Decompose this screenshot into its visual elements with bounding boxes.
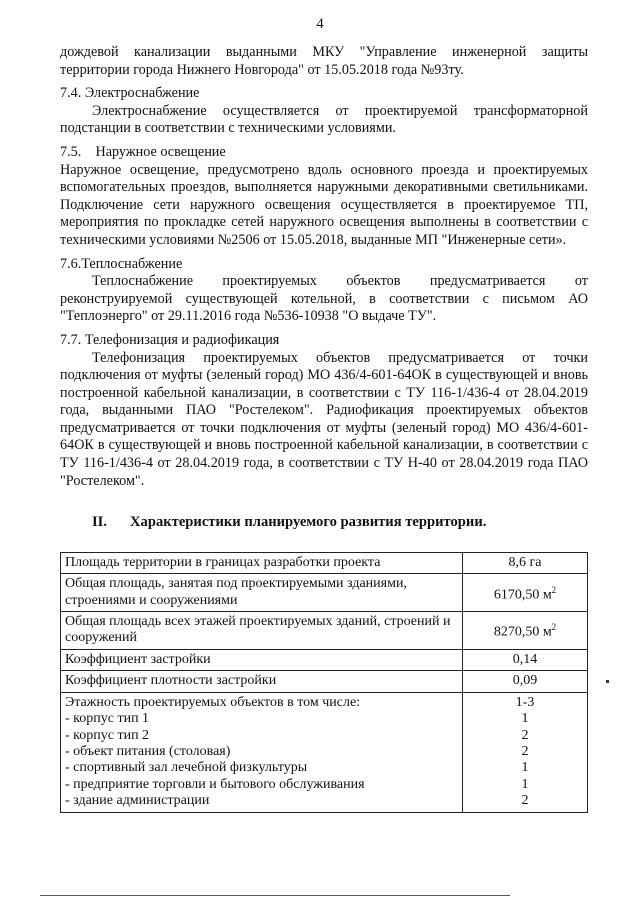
table-cell-label: Общая площадь всех этажей проектируемых зданий, строений и сооружений	[61, 612, 463, 650]
table-cell-label: Этажность проектируемых объектов в том числе:	[61, 692, 463, 711]
document-body	[60, 44, 588, 813]
table-row	[61, 574, 588, 612]
value-number: 6170,50 м	[493, 587, 552, 603]
table-cell-label: - корпус тип 1	[61, 711, 463, 727]
heading-7-5-title: Наружное освещение	[95, 143, 226, 160]
table-cell-label: - спортивный зал лечебной физкультуры	[61, 760, 463, 776]
section-2-heading	[60, 514, 588, 532]
unit-superscript: 2	[551, 584, 557, 595]
scan-speck	[606, 680, 609, 683]
table-cell-value: 1	[463, 777, 588, 793]
table-cell-value	[463, 612, 588, 650]
paragraph-stormwater-continuation: дождевой канализации выданными МКУ "Управление инженерной защиты территории города Нижнего Новгорода" от 15.05.2018 года №93ту.	[60, 44, 588, 78]
section-2-number: II.	[92, 514, 108, 531]
bottom-rule	[40, 895, 510, 896]
table-row-floors-item	[61, 760, 588, 776]
table-cell-value: 2	[463, 793, 588, 812]
heading-7-7: 7.7. Телефонизация и радиофикация	[60, 331, 280, 348]
heading-7-6: 7.6.Теплоснабжение	[60, 255, 183, 272]
paragraph-power-supply: Электроснабжение осуществляется от проектируемой трансформаторной подстанции в соответствии с техническими условиями.	[60, 102, 588, 137]
table-cell-label: - объект питания (столовая)	[61, 744, 463, 760]
table-cell-label: Площадь территории в границах разработки проекта	[61, 552, 463, 573]
table-row-floors-item	[61, 728, 588, 744]
table-cell-value	[463, 574, 588, 612]
unit-superscript: 2	[551, 622, 557, 633]
table-row	[61, 671, 588, 692]
table-cell-value: 0,09	[463, 671, 588, 692]
table-cell-label: - корпус тип 2	[61, 728, 463, 744]
table-cell-label: Коэффициент плотности застройки	[61, 671, 463, 692]
development-characteristics-table	[60, 552, 588, 813]
table-cell-value: 0,14	[463, 649, 588, 670]
paragraph-outdoor-lighting: Наружное освещение, предусмотрено вдоль основного проезда и проектируемых вспомогательных проездов, выполняется наружными декоративными светильниками. Подключение сети наружного освещения осуществляется в проектируемое ТП, мероприятия по прокладке сетей наружного освещения выполнены в соответствии с техническими условиями №2506 от 15.05.2018, выданные МП "Инженерные сети».	[60, 161, 588, 248]
section-2-title: Характеристики планируемого развития территории.	[130, 514, 487, 531]
table-cell-label: - предприятие торговли и бытового обслуживания	[61, 777, 463, 793]
table-cell-value: 2	[463, 744, 588, 760]
page-number: 4	[316, 16, 324, 32]
table-row	[61, 612, 588, 650]
table-row-floors-item	[61, 711, 588, 727]
table-row-floors-item	[61, 777, 588, 793]
table-row-floors-item	[61, 793, 588, 812]
table-row	[61, 552, 588, 573]
table-row-floors-item	[61, 744, 588, 760]
paragraph-heat-supply: Теплоснабжение проектируемых объектов предусматривается от реконструируемой существующей котельной, в соответствии с письмом АО "Теплоэнерго" от 29.11.2016 года №536-10938 "О выдаче ТУ".	[60, 273, 588, 325]
heading-7-5-number: 7.5.	[60, 143, 82, 160]
table-cell-value: 8,6 га	[463, 552, 588, 573]
table-cell-value: 1	[463, 711, 588, 727]
heading-7-5	[60, 144, 588, 162]
value-number: 8270,50 м	[493, 625, 552, 641]
table-cell-label: Общая площадь, занятая под проектируемыми зданиями, строениями и сооружениями	[61, 574, 463, 612]
table-cell-value: 1	[463, 760, 588, 776]
table-row-floors	[61, 692, 588, 711]
table-cell-label: - здание администрации	[61, 793, 463, 812]
heading-7-4: 7.4. Электроснабжение	[60, 85, 200, 102]
table-row	[61, 649, 588, 670]
table-cell-label: Коэффициент застройки	[61, 649, 463, 670]
table-cell-value: 1-3	[463, 692, 588, 711]
table-cell-value: 2	[463, 728, 588, 744]
paragraph-telephony-radio: Телефонизация проектируемых объектов предусматривается от точки подключения от муфты (зеленый город) МО 436/4-601-64ОК в существующей и вновь построенной кабельной канализации, в соответствии с ТУ 116-1/436-4 от 28.04.2019 года, выданными ПАО "Ростелеком". Радиофикация проектируемых объектов предусматривается от точки подключения от муфты (зеленый город) МО 436/4-601-64ОК в существующей и вновь построенной кабельной канализации, в соответствии с ТУ 116-1/436-4 от 28.04.2019 года, в соответствии с ТУ Н-40 от 28.04.2019 года ПАО "Ростелеком".	[60, 349, 588, 489]
